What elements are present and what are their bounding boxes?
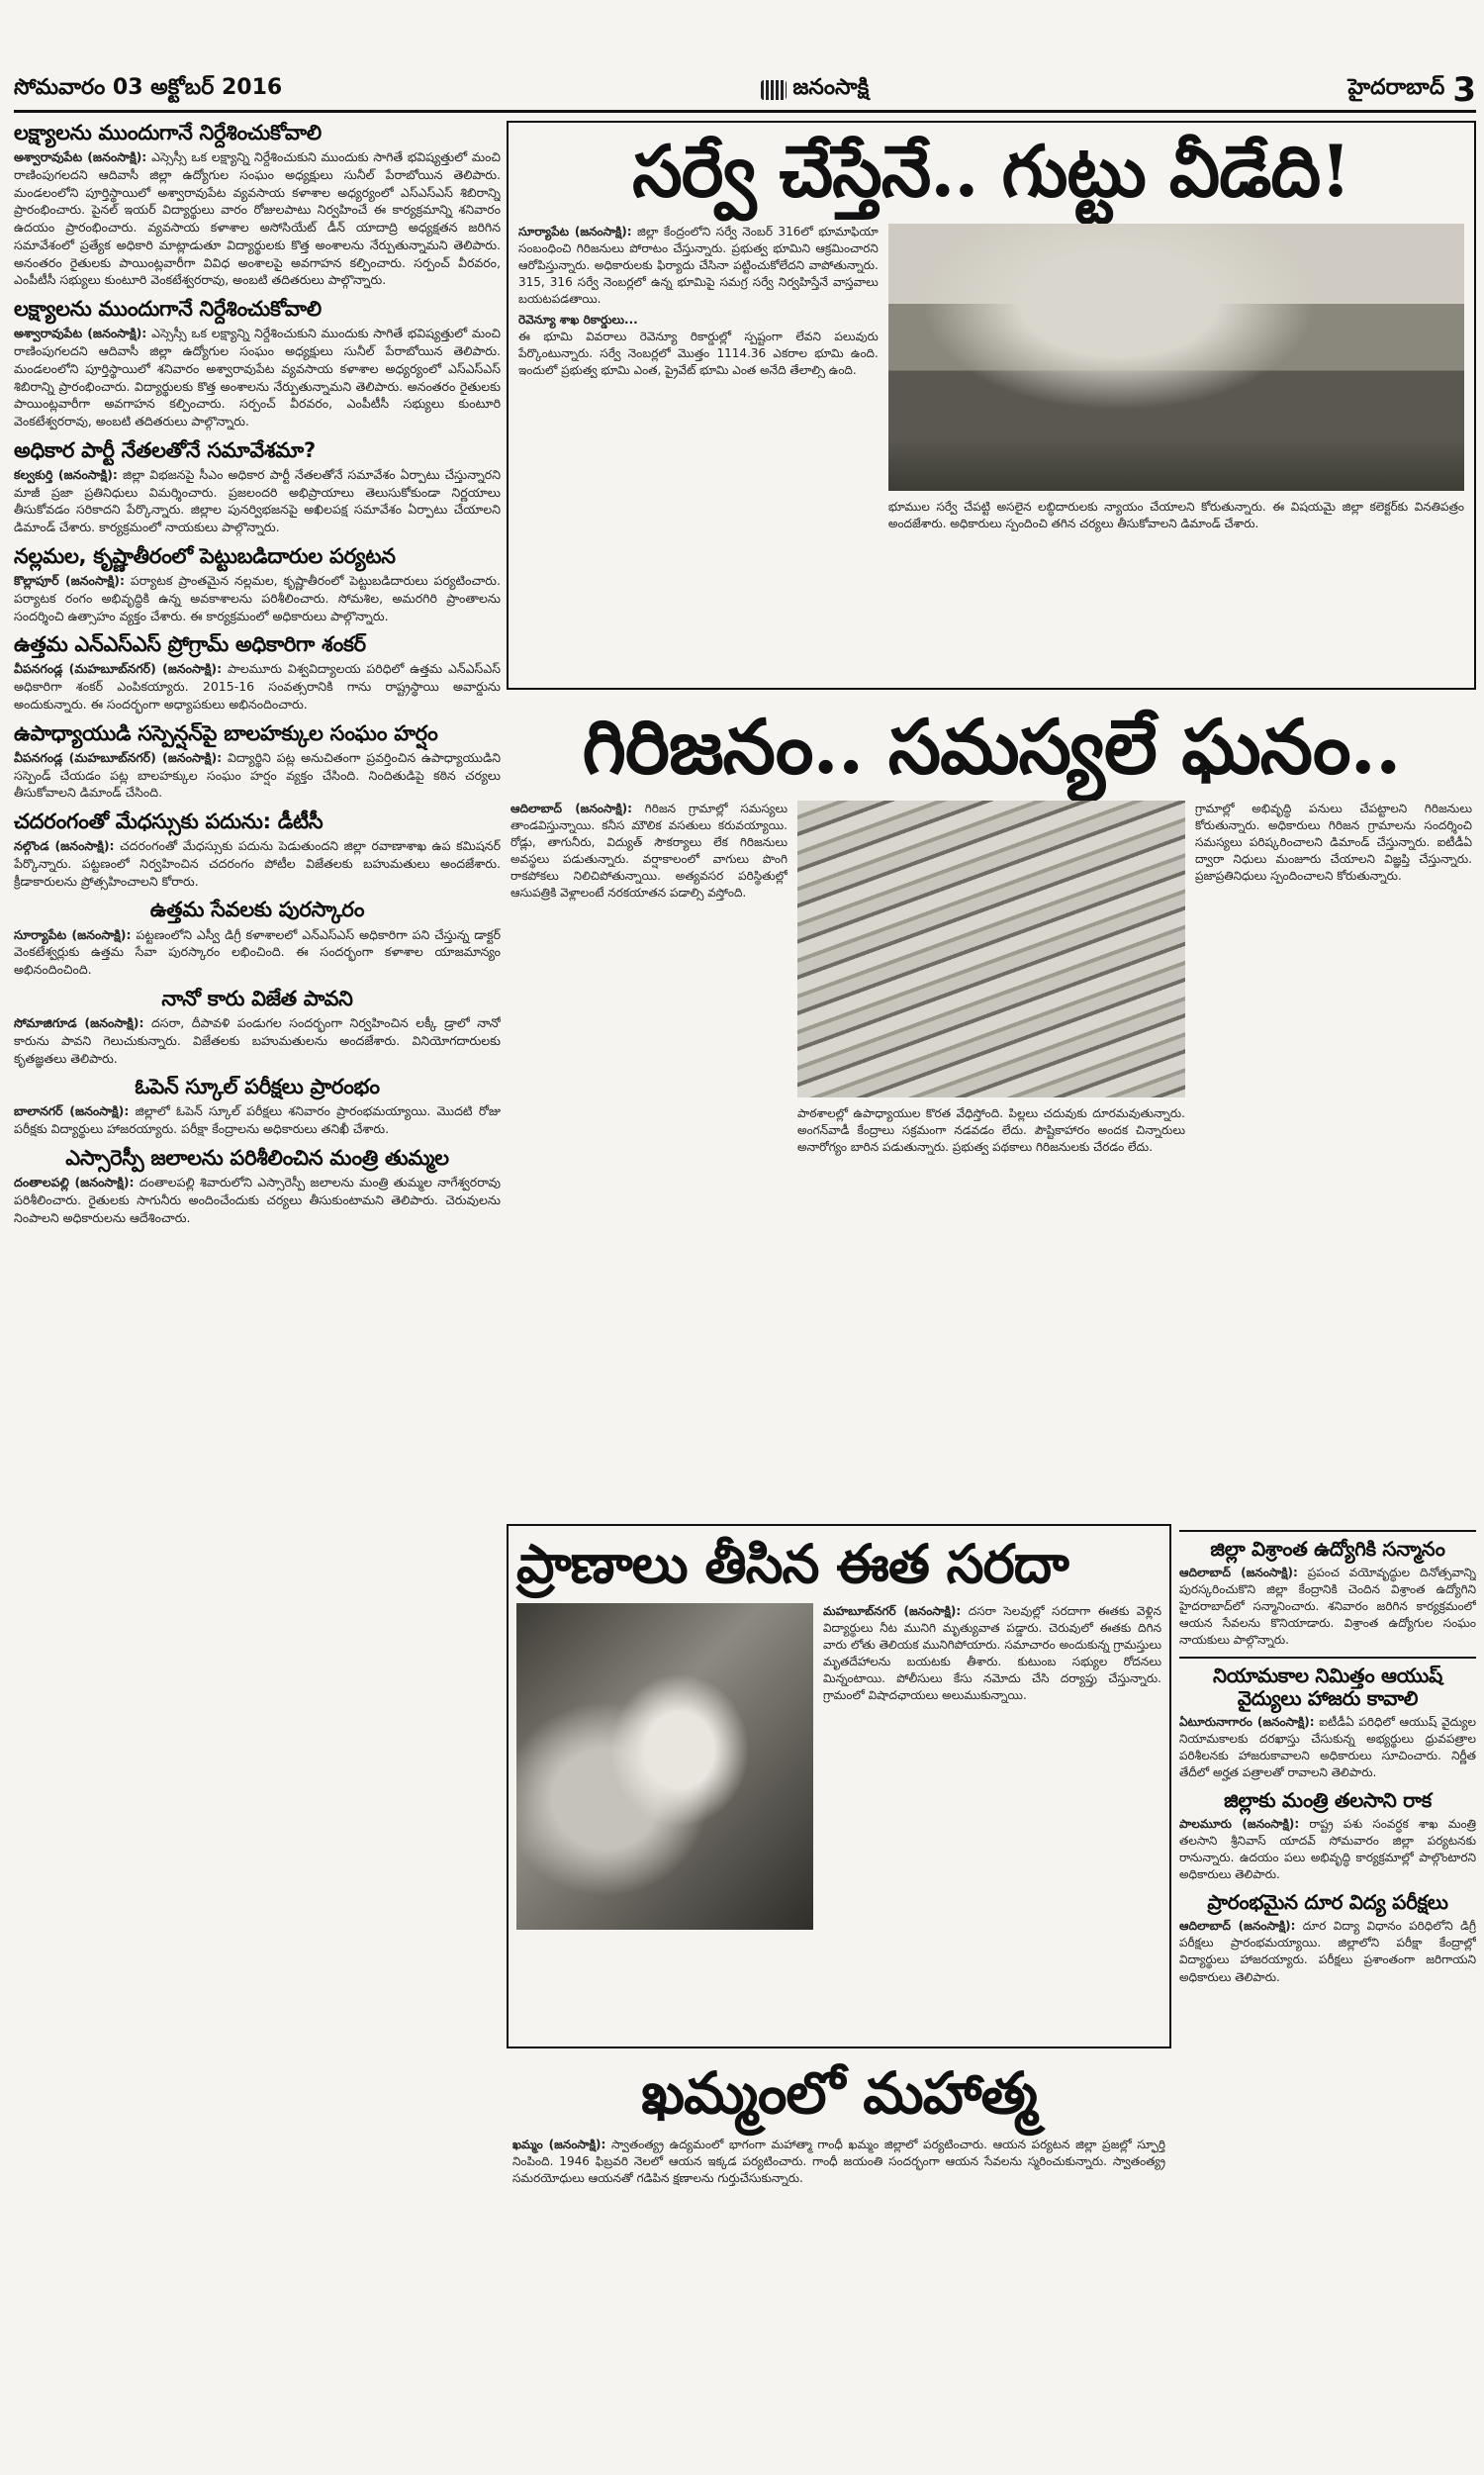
tribal-photo-col — [797, 801, 1185, 1493]
brief-title: అధికార పార్టీ నేతలతోనే సమావేశమా? — [14, 437, 316, 462]
brief-3 — [14, 438, 501, 536]
right-brief-3 — [1179, 1789, 1476, 1883]
page-number: 3 — [1452, 69, 1476, 110]
lead-headline: సర్వే చేస్తేనే.. గుట్టు వీడేది! — [632, 129, 1350, 213]
brief-dateline: అశ్వారావుపేట (జనంసాక్షి): — [14, 149, 147, 165]
brief-title: నియామకాల నిమిత్తం ఆయుష్ వైద్యులు హాజరు కావాలి — [1212, 1664, 1443, 1711]
brief-dateline: కల్వకుర్తి (జనంసాక్షి): — [14, 466, 118, 482]
tribal-col-3 — [1195, 801, 1472, 1493]
lead-photo-col — [888, 224, 1464, 674]
gandhi-headline: ఖమ్మంలో మహాత్మ — [641, 2059, 1037, 2127]
brief-text: దూర విద్యా విధానం పరిధిలోని డిగ్రీ పరీక్షలు ప్రారంభమయ్యాయి. జిల్లాలోని పరీక్షా కేంద్రాల్లో విద్యార్థులు హాజరయ్యారు. పరీక్షలు ప్రశాంతంగా జరిగాయని అధికారులు తెలిపారు. — [1179, 1919, 1476, 1984]
issue-date: సోమవారం 03 అక్టోబర్ 2016 — [14, 74, 283, 100]
brief-body — [14, 1014, 501, 1067]
brief-text: ఎస్సెస్సీ ఒక లక్ష్యాన్ని నిర్దేశించుకుని ముందుకు సాగితే భవిష్యత్తులో మంచి రాణింపుగలదని ఆదివాసీ జిల్లా ఉద్యోగుల సంఘం అధ్యక్షులు సునీల్ పేరాబోయిన తెలిపారు. మండలంలోని పూర్తిస్థాయిలో అశ్వారావుపేట వ్యవసాయ కళాశాల అధ్యర్యంలో ఎస్ఎస్ఎస్ శిబిరాన్ని ప్రారంభించారు. పైనల్ ఇయర్ విద్యార్థులు వారం రోజులపాటు నిర్వహించే ఈ కార్యక్రమాన్ని శనివారం ఉదయం ప్రారంభించారు. వ్యవసాయ కళాశాల అసోసియేట్ డీన్ యాదాద్రి అధ్యక్షతన జరిగిన సమావేశంలో ప్రత్యేక అధికారి మాట్లాడుతూ విద్యార్థులకు కొత్త అంశాలను నేర్పుతున్నామని తెలిపారు. అనంతరం రైతులకు పాయింట్లవారీగా వివిధ అంశాలపై అవగాహన కల్పించారు. సర్పంచ్ వీరవరం, ఎంపీటీసీ సభ్యులు కుంటూరి వెంకటేశ్వరరావు, అంబటి తదితరులు పాల్గొన్నారు. — [14, 149, 501, 288]
brief-4 — [14, 544, 501, 624]
swim-dateline: మహబూబ్‌నగర్ (జనంసాక్షి): — [823, 1604, 962, 1618]
logo-flame-icon — [761, 80, 787, 100]
brief-body — [1179, 1816, 1476, 1883]
city-name: హైదరాబాద్ — [1347, 74, 1445, 100]
brief-body — [1179, 1565, 1476, 1649]
brief-body — [14, 1102, 501, 1138]
brief-text: పాలమూరు విశ్వవిద్యాలయ పరిధిలో ఉత్తమ ఎన్ఎస్ఎస్ అధికారిగా శంకర్ ఎంపికయ్యారు. 2015-16 సంవత్సరానికి గాను రాష్ట్రస్థాయి అవార్డును అందుకున్నారు. ఈ సందర్భంగా అధ్యాపకులు అభినందించారు. — [14, 661, 501, 712]
brief-text: రాష్ట్ర పశు సంవర్ధక శాఖ మంత్రి తలసాని శ్రీనివాస్ యాదవ్ సోమవారం జిల్లా పర్యటనకు రానున్నారు. ఉదయం పలు అభివృద్ధి కార్యక్రమాల్లో పాల్గొంటారని అధికారులు తెలిపారు. — [1179, 1817, 1476, 1882]
brief-dateline: సూర్యాపేట (జనంసాక్షి): — [14, 926, 132, 942]
brief-text: విద్యార్థిని పట్ల అనుచితంగా ప్రవర్తించిన ఉపాధ్యాయుడిని సస్పెండ్ చేయడం పట్ల బాలహక్కుల సంఘం హర్షం వ్యక్తం చేసింది. నిందితుడిపై కఠిన చర్యలు తీసుకోవాలని డిమాండ్ చేసింది. — [14, 749, 501, 801]
brief-title: లక్ష్యాలను ముందుగానే నిర్దేశించుకోవాలి — [14, 297, 322, 322]
story-tribal — [507, 698, 1476, 1519]
paper-logo — [761, 75, 869, 105]
brief-title: ఎస్సారెస్పీ జలాలను పరిశీలించిన మంత్రి తుమ్మల — [65, 1145, 449, 1170]
right-brief-1 — [1179, 1538, 1476, 1649]
brief-title: ఉత్తమ ఎన్ఎస్ఎస్ ప్రోగ్రామ్ అధికారిగా శంకర్ — [14, 632, 366, 657]
lead-col-1-text: జిల్లా కేంద్రంలోని సర్వే నెంబర్ 316లో భూమాఫియా సంబంధించి గిరిజనులు పోరాటం చేస్తున్నారు. ప్రభుత్వ భూమిని ఆక్రమించారని ఆరోపిస్తున్నారు. అధికారులకు ఫిర్యాదు చేసినా పట్టించుకోలేదని వాపోతున్నారు. 315, 316 సర్వే నెంబర్లలో ఉన్న భూమిపై సమగ్ర సర్వే నిర్వహిస్తేనే వాస్తవాలు బయటపడతాయి. — [518, 225, 879, 307]
brief-11 — [14, 1146, 501, 1226]
brief-8 — [14, 898, 501, 978]
brief-title: ప్రారంభమైన దూర విద్య పరీక్షలు — [1207, 1890, 1448, 1915]
brief-dateline: పాలమూరు (జనంసాక్షి): — [1179, 1817, 1300, 1832]
brief-dateline: వీపనగండ్ల (మహబూబ్‌నగర్) (జనంసాక్షి): — [14, 749, 223, 765]
right-brief-4 — [1179, 1891, 1476, 1985]
divider — [1179, 1657, 1476, 1659]
lead-col-1 — [518, 224, 879, 674]
brief-text: దసరా, దీపావళి పండుగల సందర్భంగా నిర్వహించిన లక్కీ డ్రాలో నానో కారును పావని గెలుచుకున్నారు. విజేతలకు బహుమతులను అందజేశారు. వినియోగదారులకు కృతజ్ఞతలు తెలిపారు. — [14, 1015, 501, 1066]
brief-6 — [14, 721, 501, 802]
left-briefs-column — [14, 121, 501, 2466]
brief-title: ఓపెన్ స్కూల్ పరీక్షలు ప్రారంభం — [135, 1075, 380, 1099]
land-photo — [888, 224, 1464, 491]
story-swim-tragedy — [507, 1524, 1171, 2048]
tribal-columns — [510, 801, 1472, 1493]
brief-dateline: అశ్వారావుపేట (జనంసాక్షి): — [14, 326, 147, 341]
brief-1 — [14, 121, 501, 289]
swim-columns — [516, 1603, 1161, 2029]
brief-title: నానో కారు విజేత పావని — [161, 986, 353, 1010]
brief-title: ఉత్తమ సేవలకు పురస్కారం — [149, 898, 365, 922]
brief-body — [14, 926, 501, 979]
brief-dateline: వీపనగండ్ల (మహబూబ్‌నగర్) (జనంసాక్షి): — [14, 661, 223, 677]
swim-text: దసరా సెలవుల్లో సరదాగా ఈతకు వెళ్లిన విద్యార్థులు నీట మునిగి మృత్యువాత పడ్డారు. చెరువులో ఈతకు దిగిన వారు లోతు తెలియక మునిగిపోయారు. సమాచారం అందుకున్న గ్రామస్తులు మృతదేహాలను బయటకు తీశారు. కుటుంబ సభ్యుల రోదనలు మిన్నంటాయి. పోలీసులు కేసు నమోదు చేసి దర్యాప్తు చేస్తున్నారు. గ్రామంలో విషాదఛాయలు అలుముకున్నాయి. — [823, 1604, 1161, 1703]
tribal-dateline: ఆదిలాబాద్ (జనంసాక్షి): — [510, 802, 632, 815]
brief-body — [14, 837, 501, 890]
brief-body — [14, 148, 501, 289]
lead-story-columns — [518, 224, 1464, 674]
lead-col-3-text: భూముల సర్వే చేపట్టి అసలైన లబ్ధిదారులకు న్యాయం చేయాలని కోరుతున్నారు. ఈ విషయమై జిల్లా కలెక్టర్‌కు వినతిపత్రం అందజేశారు. అధికారులు స్పందించి తగిన చర్యలు తీసుకోవాలని డిమాండ్ చేశారు. — [887, 500, 1464, 531]
brief-dateline: దంతాలపల్లి (జనంసాక్షి): — [14, 1175, 135, 1190]
brief-dateline: కొల్లాపూర్ (జనంసాక్షి): — [14, 573, 126, 589]
gandhi-text: స్వాతంత్య్ర ఉద్యమంలో భాగంగా మహాత్మా గాంధీ ఖమ్మం జిల్లాలో పర్యటించారు. ఆయన పర్యటన జిల్లా ప్రజల్లో స్ఫూర్తి నింపింది. 1946 ఫిబ్రవరి నెలలో ఆయన ఇక్కడ పర్యటించారు. గాంధీ జయంతి సందర్భంగా ఆయన సేవలను స్మరించుకున్నారు. స్వాతంత్య్ర సమరయోధులు ఆయనతో గడిపిన క్షణాలను గుర్తుచేసుకున్నారు. — [512, 2138, 1165, 2186]
edition-city — [1347, 70, 1476, 110]
brief-text: ప్రపంచ వయోవృద్ధుల దినోత్సవాన్ని పురస్కరించుకొని జిల్లా కేంద్రానికి చెందిన విశ్రాంత ఉద్యోగిని హైదరాబాద్‌లో సన్మానించారు. శనివారం జరిగిన కార్యక్రమంలో ఆయన సేవలను కొనియాడారు. విశ్రాంత ఉద్యోగుల సంఘం నాయకులు పాల్గొన్నారు. — [1179, 1566, 1476, 1648]
story-gandhi-khammam — [507, 2055, 1171, 2463]
brief-5 — [14, 632, 501, 713]
brief-dateline: సోమాజిగూడ (జనంసాక్షి): — [14, 1015, 144, 1031]
brief-dateline: ఆదిలాబాద్ (జనంసాక్షి): — [1179, 1919, 1296, 1934]
brief-title: ఉపాధ్యాయుడి సస్పెన్షన్‌పై బాలహక్కుల సంఘం హర్షం — [14, 720, 438, 745]
swim-headline: ప్రాణాలు తీసిన ఈత సరదా — [516, 1532, 1068, 1595]
brief-dateline: బాలానగర్ (జనంసాక్షి): — [14, 1103, 130, 1119]
divider — [1179, 1530, 1476, 1532]
main-area — [507, 121, 1476, 2466]
tribal-col-1 — [510, 801, 788, 1493]
brief-7 — [14, 809, 501, 890]
brief-title: జిల్లాకు మంత్రి తలసాని రాక — [1224, 1788, 1432, 1813]
brief-9 — [14, 987, 501, 1067]
brief-text: జిల్లాలో ఓపెన్ స్కూల్ పరీక్షలు శనివారం ప్రారంభమయ్యాయి. మొదటి రోజు పరీక్షకు విద్యార్థులు హాజరయ్యారు. పరీక్షా కేంద్రాలను అధికారులు తనిఖీ చేశారు. — [14, 1103, 501, 1137]
village-photo — [797, 801, 1185, 1097]
lead-dateline: సూర్యాపేట (జనంసాక్షి): — [518, 225, 632, 238]
brief-text: దంతాలపల్లి శివారులోని ఎస్సారెస్పీ జలాలను మంత్రి తుమ్మల నాగేశ్వరరావు పరిశీలించారు. రైతులకు సాగునీరు అందించేందుకు చర్యలు తీసుకుంటామని తెలిపారు. చెరువులను నింపాలని అధికారులను ఆదేశించారు. — [14, 1175, 501, 1225]
brief-10 — [14, 1075, 501, 1138]
lead-col-1b-text: ఈ భూమి వివరాలు రెవెన్యూ రికార్డుల్లో స్పష్టంగా లేవని పలువురు పేర్కొంటున్నారు. సర్వే నెంబర్లలో మొత్తం 1114.36 ఎకరాల భూమి ఉంది. ఇందులో ప్రభుత్వ భూమి ఎంత, ప్రైవేట్ భూమి ఎంత అనేది తేలాల్సి ఉంది. — [518, 330, 879, 378]
right-briefs-column — [1179, 1524, 1476, 2464]
right-brief-2 — [1179, 1665, 1476, 1781]
brief-2 — [14, 297, 501, 430]
brief-text: పర్యాటక ప్రాంతమైన నల్లమల, కృష్ణాతీరంలో పెట్టుబడిదారులు పర్యటించారు. పర్యాటక రంగం అభివృద్ధికి ఉన్న అవకాశాలను పరిశీలించారు. సోమశిల, అమరగిరి ప్రాంతాలను సందర్శించి ఉత్సాహం వ్యక్తం చేశారు. ఈ కార్యక్రమంలో అధికారులు పాల్గొన్నారు. — [14, 573, 501, 623]
brief-text: ఎస్సెస్సీ ఒక లక్ష్యాన్ని నిర్దేశించుకుని ముందుకు సాగితే భవిష్యత్తులో మంచి రాణింపుగలదని ఆదివాసీ జిల్లా ఉద్యోగుల సంఘం అధ్యక్షులు సునీల్ పేరాబోయిన తెలిపారు. మండలంలోని పూర్తిస్థాయిలో శనివారం అశ్వారావుపేట వ్యవసాయ కళాశాల అధ్యర్యంలో ఎస్ఎస్ఎస్ శిబిరాన్ని ప్రారంభించారు. విద్యార్థులకు కొత్త అంశాలను నేర్పుతున్నామని తెలిపారు. అనంతరం రైతులకు పాయింట్లవారీగా అవగాహన కల్పించారు. సర్పంచ్ వీరవరం, ఎంపీటీసీ సభ్యులు కుంటూరి వెంకటేశ్వరరావు, అంబటి తదితరులు పాల్గొన్నారు. — [14, 326, 501, 429]
gandhi-text-col — [512, 2137, 1165, 2187]
brief-text: ఐటీడీఏ పరిధిలో ఆయుష్ వైద్యుల నియామకాలకు దరఖాస్తు చేసుకున్న అభ్యర్థులు ధ్రువపత్రాల పరిశీలనకు హాజరుకావాలని అధికారులు సూచించారు. నిర్ణీత తేదీలో అర్హత పత్రాలతో రావాలని తెలిపారు. — [1179, 1715, 1476, 1780]
brief-body — [14, 572, 501, 624]
paper-name: జనంసాక్షి — [792, 74, 870, 100]
children-photo — [516, 1603, 813, 1930]
brief-dateline: ఏటూరునాగారం (జనంసాక్షి): — [1179, 1715, 1315, 1730]
swim-text-col — [823, 1603, 1161, 2029]
brief-text: జిల్లా విభజనపై సీఎం అధికార పార్టీ నేతలతోనే సమావేశం ఏర్పాటు చేస్తున్నారని మాజీ ప్రజా ప్రతినిధులు విమర్శించారు. ప్రజలందరి అభిప్రాయాలు తెలుసుకోకుండా నిర్ణయాలు తీసుకోవడం సరికాదని పేర్కొన్నారు. జిల్లాల పునర్విభజనపై అఖిలపక్ష సమావేశం ఏర్పాటు చేయాలని డిమాండ్ చేశారు. కార్యక్రమంలో నాయకులు పాల్గొన్నారు. — [14, 466, 501, 535]
brief-text: పట్టణంలోని ఎస్వీ డిగ్రీ కళాశాలలో ఎన్ఎస్ఎస్ అధికారిగా పని చేస్తున్న డాక్టర్ వెంకటేశ్వర్లుకు ఉత్తమ సేవా పురస్కారం లభించింది. ఈ సందర్భంగా కళాశాల యాజమాన్యం అభినందించింది. — [14, 926, 501, 978]
tribal-headline: గిరిజనం.. సమస్యలే ఘనం.. — [582, 703, 1401, 791]
brief-body — [14, 1174, 501, 1226]
brief-title: లక్ష్యాలను ముందుగానే నిర్దేశించుకోవాలి — [14, 121, 322, 144]
tribal-col-1-text: గిరిజన గ్రామాల్లో సమస్యలు తాండవిస్తున్నాయి. కనీస మౌలిక వసతులు కరువయ్యాయి. రోడ్లు, తాగునీరు, విద్యుత్ సౌకర్యాలు లేక గిరిజనులు అవస్థలు పడుతున్నారు. వర్షాకాలంలో వాగులు పొంగి రాకపోకలు నిలిచిపోతున్నాయి. అత్యవసర పరిస్థితుల్లో ఆసుపత్రికి వెళ్లాలంటే నరకయాతన పడాల్సి వస్తోంది. — [510, 802, 788, 901]
lead-subhead: రెవెన్యూ శాఖ రికార్డులు... — [518, 313, 638, 328]
gandhi-columns — [512, 2137, 1165, 2187]
brief-body — [1179, 1918, 1476, 1985]
brief-body — [14, 466, 501, 536]
brief-text: చదరంగంతో మేధస్సుకు పదును పెడుతుందని జిల్లా రవాణాశాఖ ఉప కమిషనర్ పేర్కొన్నారు. పట్టణంలో నిర్వహించిన చదరంగం పోటీల విజేతలకు బహుమతులు అందజేశారు. క్రీడాకారులను ప్రోత్సహించాలని కోరారు. — [14, 838, 501, 889]
brief-body — [1179, 1714, 1476, 1781]
brief-dateline: నల్గొండ (జనంసాక్షి): — [14, 838, 115, 854]
tribal-col-3-text: గ్రామాల్లో అభివృద్ధి పనులు చేపట్టాలని గిరిజనులు కోరుతున్నారు. అధికారులు గిరిజన గ్రామాలను సందర్శించి సమస్యలు పరిష్కరించాలని డిమాండ్ చేస్తున్నారు. ఐటీడీఏ ద్వారా నిధులు మంజూరు చేయాలని విజ్ఞప్తి చేస్తున్నారు. ప్రజాప్రతినిధులు స్పందించాలని కోరుతున్నారు. — [1195, 802, 1472, 884]
brief-title: జిల్లా విశ్రాంత ఉద్యోగికి సన్మానం — [1210, 1537, 1445, 1561]
masthead — [14, 69, 1476, 113]
brief-title: చదరంగంతో మేధస్సుకు పదును: డీటీసీ — [14, 809, 324, 834]
brief-body — [14, 660, 501, 713]
brief-title: నల్లమల, కృష్ణాతీరంలో పెట్టుబడిదారుల పర్యటన — [14, 543, 396, 568]
gandhi-dateline: ఖమ్మం (జనంసాక్షి): — [512, 2138, 606, 2151]
lead-story-survey — [507, 121, 1476, 690]
brief-body — [14, 325, 501, 430]
brief-body — [14, 749, 501, 802]
brief-dateline: ఆదిలాబాద్ (జనంసాక్షి): — [1179, 1566, 1298, 1579]
tribal-col-2-text: పాఠశాలల్లో ఉపాధ్యాయుల కొరత వేధిస్తోంది. పిల్లలు చదువుకు దూరమవుతున్నారు. అంగన్‌వాడీ కేంద్రాలు సక్రమంగా నడవడం లేదు. పౌష్టికాహారం అందక చిన్నారులు అనారోగ్యం బారిన పడుతున్నారు. ప్రభుత్వ పథకాలు గిరిజనులకు చేరడం లేదు. — [797, 1106, 1185, 1155]
